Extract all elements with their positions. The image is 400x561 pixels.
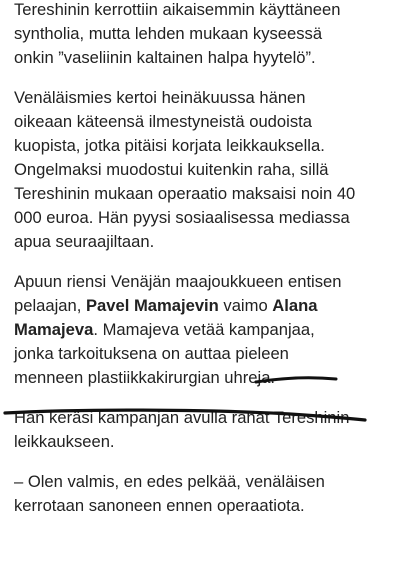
text-line: syntholia, mutta lehden mukaan kyseessä <box>14 24 323 43</box>
text-line <box>14 318 389 342</box>
article-body <box>14 0 389 534</box>
paragraph-3 <box>14 270 389 390</box>
person-name-mamajeva: Mamajeva <box>14 320 94 339</box>
text-line: Hän keräsi kampanjan avulla rahat Tereshinin <box>14 408 350 427</box>
text-line: onkin ”vaseliinin kaltainen halpa hyytelö”. <box>14 48 316 67</box>
text-run: . Mamajeva vetää kampanjaa, <box>93 320 315 339</box>
text-line: Venäläismies kertoi heinäkuussa hänen <box>14 88 306 107</box>
text-line: leikkaukseen. <box>14 432 115 451</box>
text-line: Tereshinin mukaan operaatio maksaisi noin 40 <box>14 184 356 203</box>
person-name-alana: Alana <box>272 296 318 315</box>
text-line: apua seuraajiltaan. <box>14 232 155 251</box>
text-line: kuopista, jotka pitäisi korjata leikkauksella. <box>14 136 325 155</box>
text-line <box>14 294 389 318</box>
person-name-pavel-mamajev: Pavel Mamajevin <box>85 296 219 315</box>
text-line: kerrotaan sanoneen ennen operaatiota. <box>14 496 305 515</box>
paragraph-4 <box>14 406 389 454</box>
text-run: pelaajan, <box>14 296 86 315</box>
text-line: Apuun riensi Venäjän maajoukkueen entisen <box>14 272 342 291</box>
text-run: vaimo <box>218 296 273 315</box>
paragraph-5 <box>14 470 389 518</box>
text-line: oikeaan käteensä ilmestyneistä oudoista <box>14 112 312 131</box>
paragraph-1 <box>14 0 389 70</box>
paragraph-2 <box>14 86 389 254</box>
text-line: menneen plastiikkakirurgian uhreja. <box>14 368 276 387</box>
text-line: 000 euroa. Hän pyysi sosiaalisessa mediassa <box>14 208 350 227</box>
text-line: Tereshinin kerrottiin aikaisemmin käyttäneen <box>14 0 341 19</box>
text-line: – Olen valmis, en edes pelkää, venäläisen <box>14 472 325 491</box>
text-line: jonka tarkoituksena on auttaa pieleen <box>14 344 289 363</box>
text-line: Ongelmaksi muodostui kuitenkin raha, sillä <box>14 160 329 179</box>
